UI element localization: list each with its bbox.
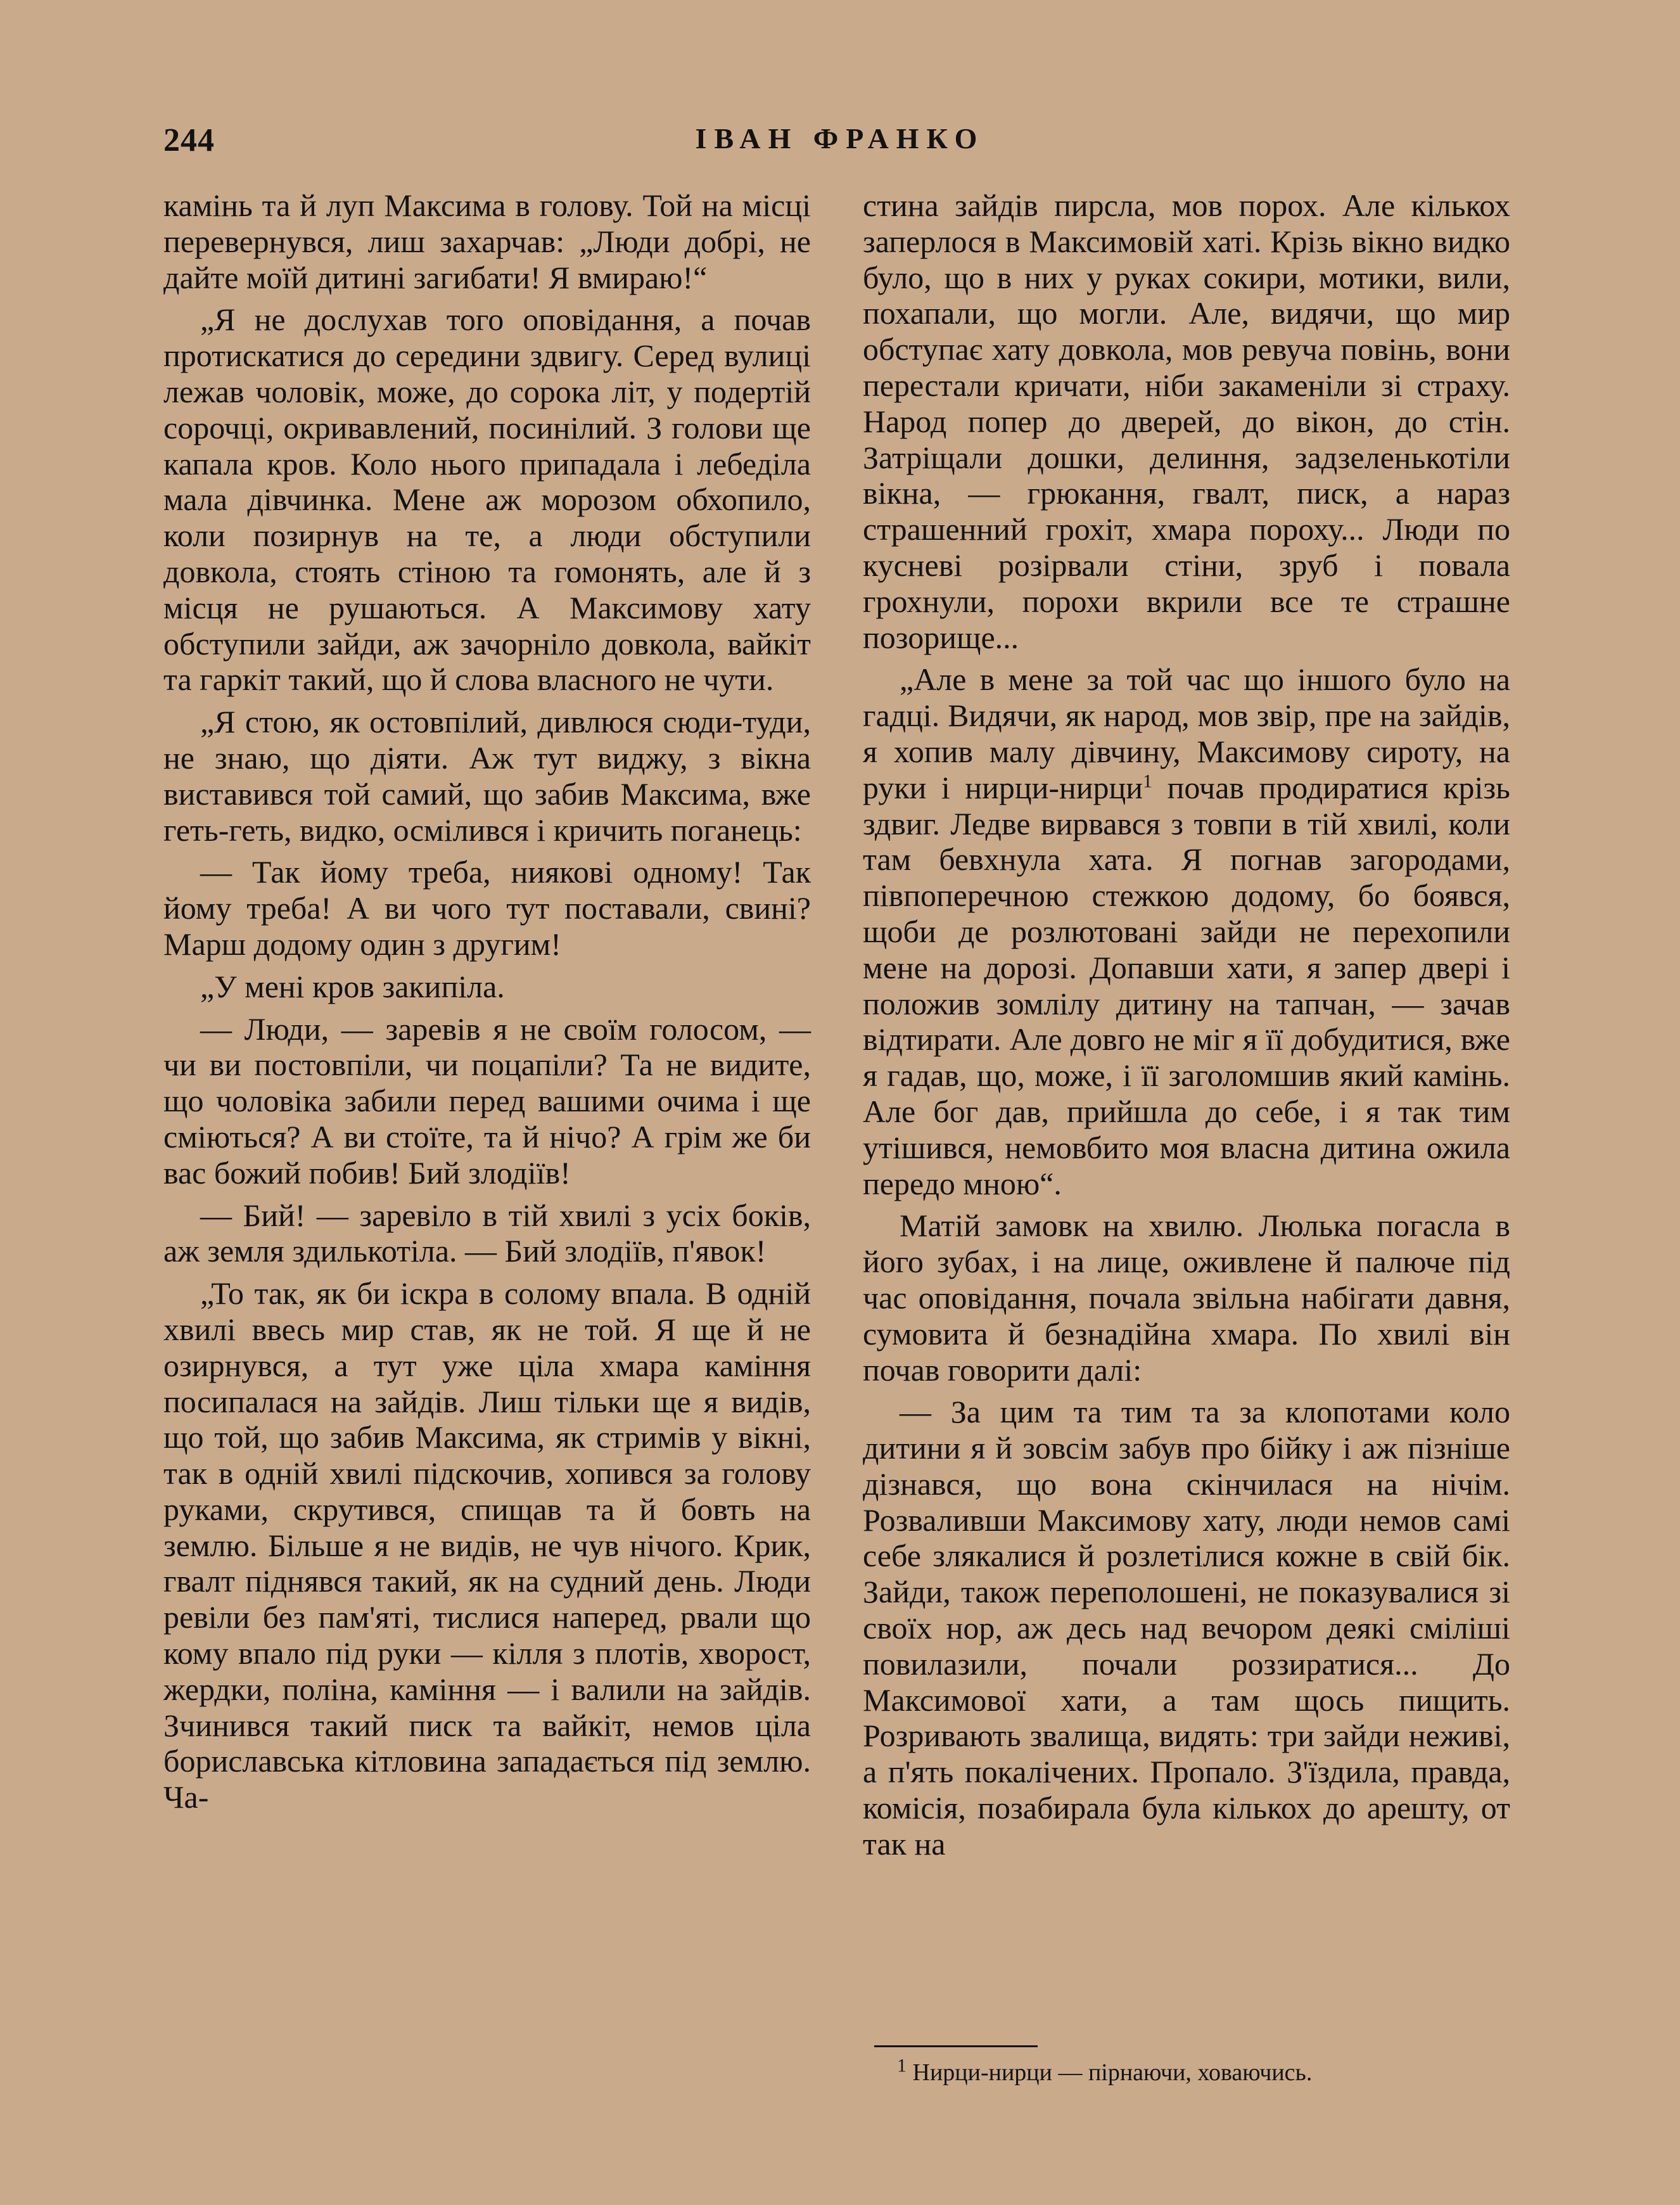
paragraph: „У мені кров закипіла.: [200, 968, 505, 1004]
paragraph: — За цим та тим та за клопотами коло дитини я й зовсім забув про бійку і аж пізніше дізнався, що вона скінчилася на нічім. Розваливши Максимову хату, люди немов самі себе злякалися й розлетілися кожне в свій бік. Зайди, також переполошені, не показувалися зі своїх нор, аж десь над вечором деякі сміліші повилазили, почали роззиратися... До Максимової хати, а там щось пищить. Розривають звалища, видять: три зайди неживі, а п'ять покалічених. Пропало. З'їздила, правда, комісія, позабирала була кількох до арешту, от так на: [863, 1394, 1510, 1862]
footnote: [897, 2055, 1492, 2087]
paragraph: — Так йому треба, ниякові одному! Так йому треба! А ви чого тут поставали, свині? Марш додому один з другим!: [163, 854, 811, 962]
paragraph: стина зайдів пирсла, мов порох. Але кількох заперлося в Максимовій хаті. Крізь вікно видко було, що в них у руках сокири, мотики, вили, похапали, що могли. Але, видячи, що мир обступає хату довкола, мов ревуча повінь, вони перестали кричати, ніби закаменіли зі страху. Народ попер до дверей, до вікон, до стін. Затріщали дошки, делиння, задзеленькотіли вікна, — грюкання, гвалт, писк, а нараз страшенний грохіт, хмара пороху... Люди по кусневі розірвали стіни, зруб і повала грохнули, порохи вкрили все те страшне позорище...: [863, 188, 1510, 655]
paragraph: камінь та й луп Максима в голову. Той на місці перевернувся, лиш захарчав: „Люди добрі, не дайте моїй дитині загибати! Я вмираю!“: [163, 188, 811, 295]
footnote-divider: [874, 2045, 1038, 2047]
footnote-marker: 1: [1143, 770, 1153, 792]
footnote-number: 1: [897, 2055, 907, 2076]
footnote-text: Нирци-нирци — пірнаючи, ховаючись.: [912, 2059, 1313, 2086]
page-number: 244: [163, 122, 215, 158]
paragraph-with-footnote: [863, 662, 1510, 1201]
paragraph: — Бий! — заревіло в тій хвилі з усіх боків, аж земля здилькотіла. — Бий злодіїв, п'явок!: [163, 1197, 811, 1269]
paragraph: „Я не дослухав того оповідання, а почав протискатися до середини здвигу. Серед вулиці лежав чоловік, може, до сорока літ, у подертій сорочці, окривавлений, посинілий. З голови ще капала кров. Коло нього припадала і лебеділа мала дівчинка. Мене аж морозом обхопило, коли позирнув на те, а люди обступили довкола, стоять стіною та гомонять, але й з місця не рушаються. А Максимову хату обступили зайди, аж зачорніло довкола, вайкіт та гаркіт такий, що й слова власного не чути.: [163, 302, 811, 698]
left-column: [163, 188, 811, 1822]
running-title: ІВАН ФРАНКО: [695, 122, 985, 155]
paragraph-text: „Але в мене за той час що іншого було на гадці. Видячи, як народ, мов звір, пре на зайдів, я хопив малу дівчину, Максимову сироту, на руки і нирци-нирци: [863, 662, 1510, 805]
paragraph: Матій замовк на хвилю. Люлька погасла в його зубах, і на лице, оживлене й палюче під час оповідання, почала звільна набігати давня, сумовита й безнадійна хмара. По хвилі він почав говорити далі:: [863, 1208, 1510, 1388]
paragraph-text: почав продиратися крізь здвиг. Ледве вирвався з товпи в тій хвилі, коли там бевхнула хата. Я погнав загородами, півпоперечною стежкою додому, бо боявся, щоби де розлютовані зайди не перехопили мене на дорозі. Допавши хати, я запер двері і положив зомлілу дитину на тапчан, — зачав відтирати. Але довго не міг я її добудитися, вже я гадав, що, може, і її заголомшив який камінь. Але бог дав, прийшла до себе, і я так тим утішився, немовбито моя власна дитина ожила передо мною“.: [863, 769, 1510, 1201]
right-column: [863, 188, 1510, 1869]
paragraph: — Люди, — заревів я не своїм голосом, — чи ви постовпіли, чи поцапіли? Та не видите, що чоловіка забили перед вашими очима і ще сміються? А ви стоїте, та й нічо? А грім же би вас божий побив! Бий злодіїв!: [163, 1011, 811, 1191]
paragraph: „То так, як би іскра в солому впала. В одній хвилі ввесь мир став, як не той. Я ще й не озирнувся, а тут уже ціла хмара каміння посипалася на зайдів. Лиш тільки ще я видів, що той, що забив Максима, як стримів у вікні, так в одній хвилі підскочив, хопився за голову руками, скрутився, спищав та й бовть на землю. Більше я не видів, не чув нічого. Крик, гвалт піднявся такий, як на судний день. Люди ревіли без пам'яті, тислися наперед, рвали що кому впало під руки — кілля з плотів, хворост, жердки, поліна, каміння — і валили на зайдів. Зчинився такий писк та вайкіт, немов ціла бориславська кітловина западається під землю. Ча-: [163, 1275, 811, 1815]
paragraph: „Я стою, як остовпілий, дивлюся сюди-туди, не знаю, що діяти. Аж тут виджу, з вікна виставився той самий, що забив Максима, вже геть-геть, видко, осмілився і кричить поганець:: [163, 704, 811, 848]
